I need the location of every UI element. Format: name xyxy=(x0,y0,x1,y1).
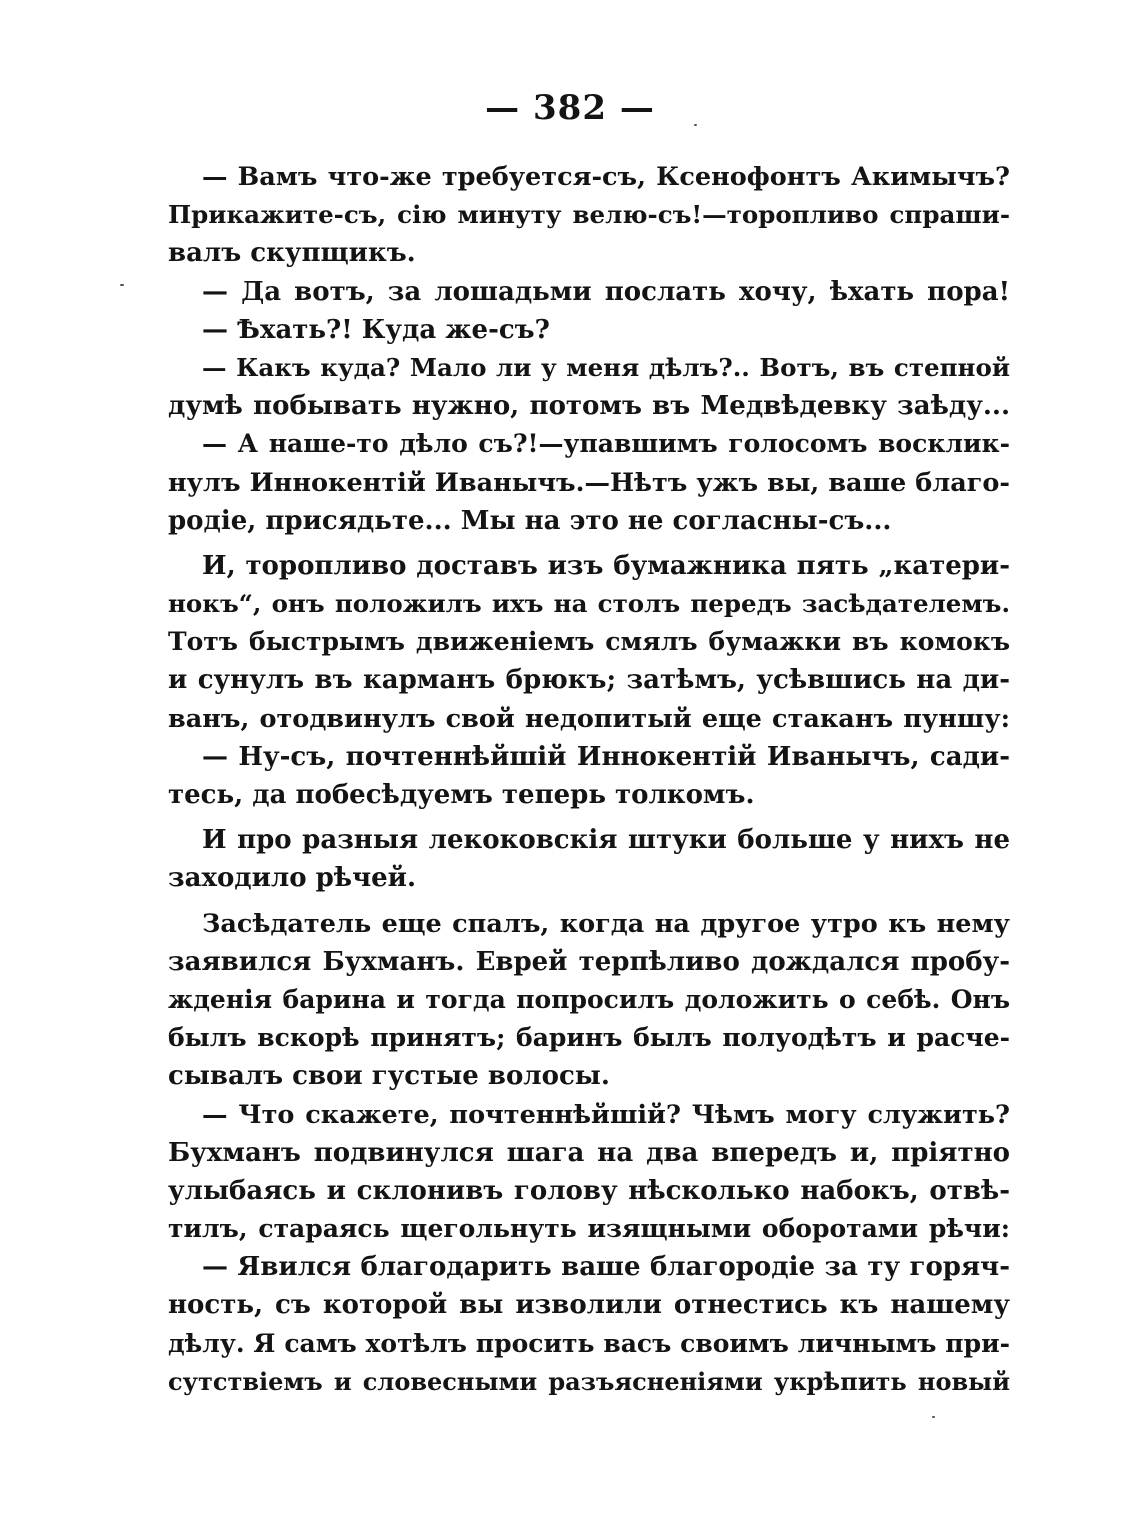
print-speck xyxy=(932,1416,935,1418)
page-number: — 382 — xyxy=(485,88,655,128)
text-line: Бухманъ подвинулся шага на два впередъ и, пріятно xyxy=(168,1137,1010,1168)
text-line: — Ну-съ, почтеннѣйшій Иннокентій Иванычъ, сади- xyxy=(202,741,1010,772)
text-line: нокъ“, онъ положилъ ихъ на столъ передъ засѣдателемъ. xyxy=(168,589,1010,619)
text-line: улыбаясь и склонивъ голову нѣсколько набокъ, отвѣ- xyxy=(168,1175,1010,1206)
text-line: заявился Бухманъ. Еврей терпѣливо дождался пробу- xyxy=(168,946,1010,977)
text-line: Тотъ быстрымъ движеніемъ смялъ бумажки въ комокъ xyxy=(168,627,1010,657)
text-line: И, торопливо доставъ изъ бумажника пять „катери- xyxy=(202,550,1010,581)
body-text xyxy=(168,158,1010,1401)
text-line: былъ вскорѣ принятъ; баринъ былъ полуодѣтъ и расче- xyxy=(168,1023,1010,1053)
text-line: нулъ Иннокентій Иванычъ.—Нѣтъ ужъ вы, ваше благо- xyxy=(168,467,1010,498)
text-line: тилъ, стараясь щегольнуть изящными оборотами рѣчи: xyxy=(168,1214,1010,1244)
text-line: сутствіемъ и словесными разъясненіями укрѣпить новый xyxy=(168,1366,1010,1396)
print-speck xyxy=(694,124,697,126)
text-line: ванъ, отодвинулъ свой недопитый еще стаканъ пуншу: xyxy=(168,703,1010,734)
text-line: и сунулъ въ карманъ брюкъ; затѣмъ, усѣвшись на ди- xyxy=(168,665,1010,696)
text-line: дѣлу. Я самъ хотѣлъ просить васъ своимъ личнымъ при- xyxy=(168,1328,1010,1358)
text-line: И про разныя лекоковскія штуки больше у нихъ не xyxy=(202,825,1010,856)
text-line: думѣ побывать нужно, потомъ въ Медвѣдевку заѣду... xyxy=(168,391,1010,422)
text-line: валъ скупщикъ. xyxy=(168,238,416,269)
print-speck xyxy=(120,284,124,286)
text-line: тесь, да побесѣдуемъ теперь толкомъ. xyxy=(168,780,755,810)
text-line: заходило рѣчей. xyxy=(168,863,416,894)
text-line: — А наше-то дѣло съ?!—упавшимъ голосомъ восклик- xyxy=(202,429,1010,459)
text-line: жденія барина и тогда попросилъ доложить о себѣ. Онъ xyxy=(168,984,1010,1014)
text-line: — Вамъ что-же требуется-съ, Ксенофонтъ Акимычъ? xyxy=(202,162,1010,192)
text-line: родіе, присядьте... Мы на это не согласны-съ... xyxy=(168,505,892,536)
text-line: — Какъ куда? Мало ли у меня дѣлъ?.. Вотъ, въ степной xyxy=(202,352,1010,382)
text-line: Засѣдатель еще спалъ, когда на другое утро къ нему xyxy=(202,908,1010,939)
text-line: — Что скажете, почтеннѣйшій? Чѣмъ могу служить? xyxy=(202,1099,1010,1130)
text-line: — Явился благодарить ваше благородіе за ту горяч- xyxy=(202,1252,1010,1283)
text-line: — Да вотъ, за лошадьми послать хочу, ѣхать пора! xyxy=(202,276,1010,307)
text-line: Прикажите-съ, сію минуту велю-съ!—торопливо спраши- xyxy=(168,200,1010,230)
text-line: — Ѣхать?! Куда же-съ? xyxy=(202,314,550,345)
text-line: сывалъ свои густые волосы. xyxy=(168,1061,610,1092)
text-line: ность, съ которой вы изволили отнестись къ нашему xyxy=(168,1290,1010,1321)
